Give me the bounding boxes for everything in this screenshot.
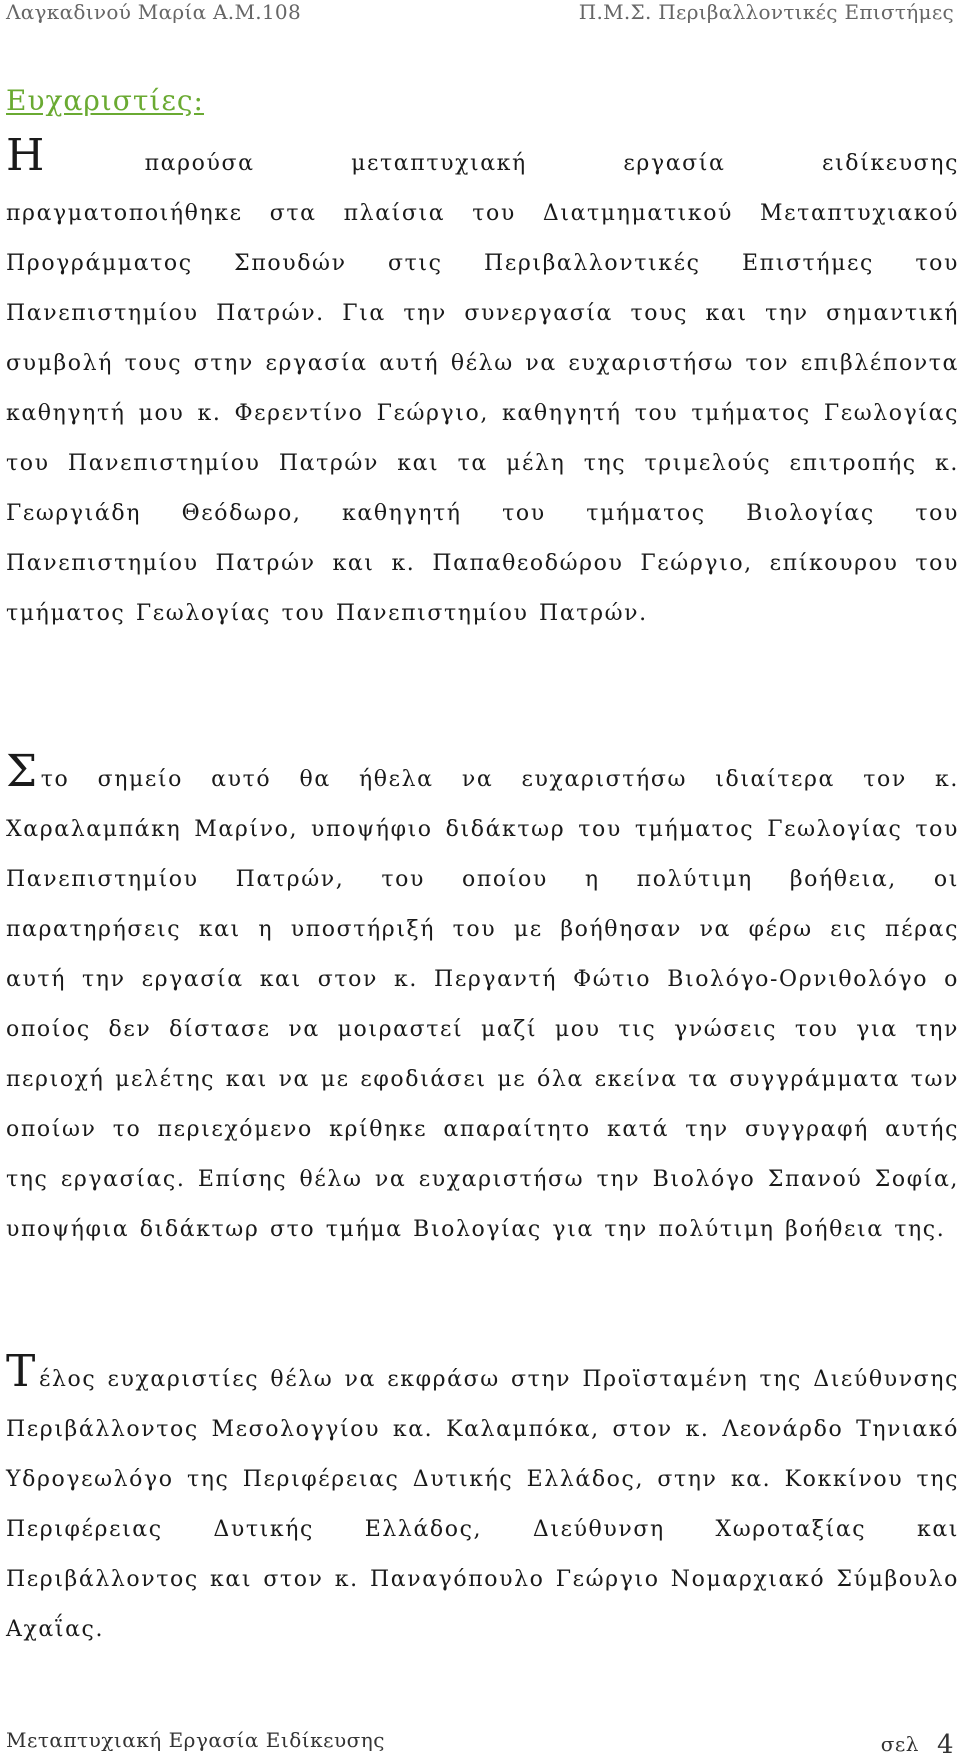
header-author: Λαγκαδινού Μαρία Α.Μ.108: [6, 0, 301, 24]
section-title: Ευχαριστίες:: [6, 84, 204, 117]
page-label: σελ: [880, 1732, 919, 1756]
paragraph-lead-text: παρούσα μεταπτυχιακή εργασία ειδίκευσης: [47, 151, 959, 176]
dropcap: Η: [6, 130, 46, 181]
paragraph-text: πραγματοποιήθηκε στα πλαίσια του Διατμηματικού Μεταπτυχιακού Προγράμματος Σπουδών στις Περιβαλλοντικές Επιστήμες του Πανεπιστημίου Πατρών. Για την συνεργασία τους και την σημαντική συμβολή τους στην εργασία αυτή θέλω να ευχαριστήσω τον επιβλέποντα καθηγητή μου κ. Φερεντίνο Γεώργιο, καθηγητή του τμήματος Γεωλογίας του Πανεπιστημίου Πατρών και τα μέλη της τριμελούς επιτροπής κ. Γεωργιάδη Θεόδωρο, καθηγητή του τμήματος Βιολογίας του Πανεπιστημίου Πατρών και κ. Παπαθεοδώρου Γεώργιο, επίκουρου του τμήματος Γεωλογίας του Πανεπιστημίου Πατρών.: [6, 201, 959, 626]
page-header: [6, 0, 954, 30]
paragraph-text: το σημείο αυτό θα ήθελα να ευχαριστήσω ιδιαίτερα τον κ. Χαραλαμπάκη Μαρίνο, υποψήφιο διδάκτωρ του τμήματος Γεωλογίας του Πανεπιστημίου Πατρών, του οποίου η πολύτιμη βοήθεια, οι παρατηρήσεις και η υποστήριξή του με βοήθησαν να φέρω εις πέρας αυτή την εργασία και στον κ. Περγαντή Φώτιο Βιολόγο-Ορνιθολόγο ο οποίος δεν δίστασε να μοιραστεί μαζί μου τις γνώσεις του για την περιοχή μελέτης και να με εφοδιάσει με όλα εκείνα τα συγγράμματα των οποίων το περιεχόμενο κρίθηκε απαραίτητο κατά την συγγραφή αυτής της εργασίας. Επίσης θέλω να ευχαριστήσω την Βιολόγο Σπανού Σοφία, υποψήφια διδάκτωρ στο τμήμα Βιολογίας για την πολύτιμη βοήθεια της.: [6, 767, 959, 1242]
paragraph-intro-lead: [6, 130, 959, 189]
dropcap: Τ: [6, 1346, 37, 1397]
paragraph-intro: [6, 130, 959, 639]
footer-title: Μεταπτυχιακή Εργασία Ειδίκευσης: [6, 1728, 385, 1752]
paragraph-final: [6, 1346, 959, 1655]
dropcap: Σ: [6, 746, 39, 797]
page-number: 4: [936, 1730, 954, 1760]
paragraph-text: έλος ευχαριστίες θέλω να εκφράσω στην Προϊσταμένη της Διεύθυνσης Περιβάλλοντος Μεσολογγίου κα. Καλαμπόκα, στον κ. Λεονάρδο Τηνιακό Υδρογεωλόγο της Περιφέρειας Δυτικής Ελλάδος, στην κα. Κοκκίνου της Περιφέρειας Δυτικής Ελλάδος, Διεύθυνση Χωροταξίας και Περιβάλλοντος και στον κ. Παναγόπουλο Γεώργιο Νομαρχιακό Σύμβουλο Αχαΐας.: [6, 1367, 959, 1642]
paragraph-thanks: [6, 746, 959, 1255]
header-program: Π.Μ.Σ. Περιβαλλοντικές Επιστήμες: [578, 0, 954, 24]
page-footer: [6, 1728, 954, 1758]
footer-page: [881, 1728, 954, 1758]
